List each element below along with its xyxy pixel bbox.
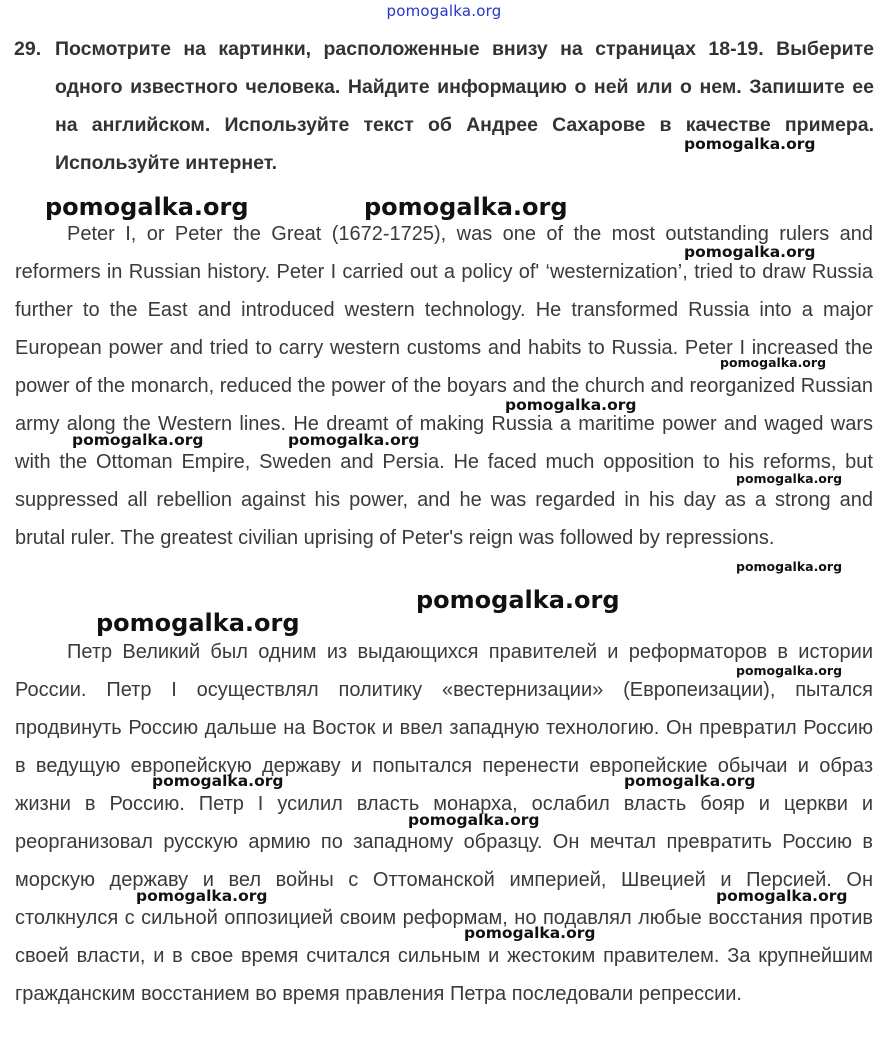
task-block [14,30,874,182]
watermark: pomogalka.org [408,811,540,829]
watermark: pomogalka.org [720,355,827,370]
watermark: pomogalka.org [505,396,637,414]
watermark: pomogalka.org [736,663,843,678]
watermark: pomogalka.org [464,924,596,942]
site-link[interactable]: pomogalka.org [386,2,502,20]
watermark: pomogalka.org [96,609,300,637]
watermark: pomogalka.org [736,559,843,574]
russian-paragraph: Петр Великий был одним из выдающихся правителей и реформаторов в истории России. Петр I осуществлял политику «вестернизации» (Европеизации), пытался продвинуть Россию дальше на Восток и ввел западную технологию. Он превратил Россию в ведущую европейскую державу и попытался перенести европейские обычаи и образ жизни в Россию. Петр I усилил власть монарха, ослабил власть бояр и церкви и реорганизовал русскую армию по западному образцу. Он мечтал превратить Россию в морскую державу и вел войны с Оттоманской империей, Швецией и Персией. Он столкнулся с сильной оппозицией своим реформам, но подавлял любые восстания против своей власти, и в свое время считался сильным и жестоким правителем. За крупнейшим гражданским восстанием во время правления Петра последовали репрессии. [15,641,873,1005]
watermark: pomogalka.org [152,772,284,790]
watermark: pomogalka.org [136,887,268,905]
watermark: pomogalka.org [736,471,843,486]
watermark: pomogalka.org [684,135,816,153]
watermark: pomogalka.org [416,586,620,614]
english-paragraph: Peter I, or Peter the Great (1672-1725), was one of the most outstanding rulers and reformers in Russian history. Peter I carried out a policy of' ‘westernization’, tried to draw Russia further to the East and introduced western technology. He transformed Russia into a major European power and tried to carry western customs and habits to Russia. Peter I increased the power of the monarch, reduced the power of the boyars and the church and reorganized Russian army along the Western lines. He dreamt of making Russia a maritime power and waged wars with the Ottoman Empire, Sweden and Persia. He faced much opposition to his reforms, but suppressed all rebellion against his power, and he was regarded in his day as a strong and brutal ruler. The greatest civilian uprising of Peter's reign was followed by repressions. [15,223,873,549]
watermark: pomogalka.org [288,431,420,449]
watermark: pomogalka.org [716,887,848,905]
watermark: pomogalka.org [72,431,204,449]
watermark: pomogalka.org [624,772,756,790]
watermark: pomogalka.org [45,193,249,221]
watermark: pomogalka.org [364,193,568,221]
task-text: Посмотрите на картинки, расположенные внизу на страницах 18-19. Выберите одного известного человека. Найдите информацию о ней или о нем. Запишите ее на английском. Используйте текст об Андрее Сахарове в качестве примера. Используйте интернет. [55,38,874,174]
watermark: pomogalka.org [684,243,816,261]
task-number: 29. [14,38,42,60]
